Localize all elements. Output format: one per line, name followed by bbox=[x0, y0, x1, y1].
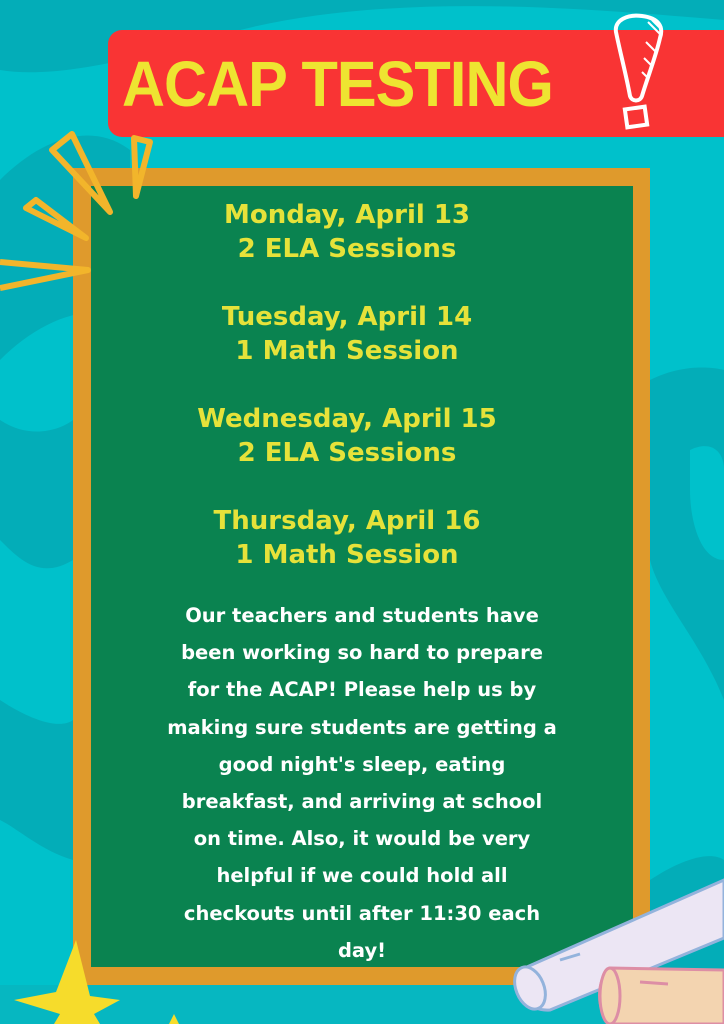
testing-schedule bbox=[91, 198, 603, 606]
stars-icon bbox=[0, 930, 220, 1024]
schedule-entry-thursday bbox=[91, 504, 603, 572]
message-line: good night's sleep, eating bbox=[218, 752, 506, 776]
schedule-day: Thursday, April 16 bbox=[213, 506, 481, 536]
message-line: Our teachers and students have bbox=[185, 604, 539, 627]
schedule-day: Monday, April 13 bbox=[223, 200, 471, 230]
schedule-entry-wednesday bbox=[91, 402, 603, 470]
schedule-session: 2 ELA Sessions bbox=[237, 438, 457, 468]
exclamation-mark-icon bbox=[608, 12, 670, 132]
schedule-session: 1 Math Session bbox=[235, 336, 459, 366]
message-line: for the ACAP! Please help us by bbox=[187, 678, 537, 702]
schedule-day: Tuesday, April 14 bbox=[221, 302, 473, 332]
message-line: been working so hard to prepare bbox=[181, 641, 543, 665]
schedule-day: Wednesday, April 15 bbox=[197, 404, 497, 434]
schedule-session: 2 ELA Sessions bbox=[237, 234, 457, 264]
message-line: day! bbox=[337, 938, 387, 962]
schedule-session: 1 Math Session bbox=[235, 540, 459, 570]
poster-title: ACAP TESTING bbox=[122, 48, 553, 120]
schedule-entry-tuesday bbox=[91, 300, 603, 368]
chalk-sticks-icon bbox=[500, 860, 724, 1024]
message-line: on time. Also, it would be very bbox=[193, 827, 531, 851]
message-line: breakfast, and arriving at school bbox=[181, 790, 543, 814]
message-line: making sure students are getting a bbox=[167, 715, 557, 739]
message-line: helpful if we could hold all bbox=[216, 864, 508, 888]
schedule-entry-monday bbox=[91, 198, 603, 266]
message-line: checkouts until after 11:30 each bbox=[183, 901, 541, 925]
